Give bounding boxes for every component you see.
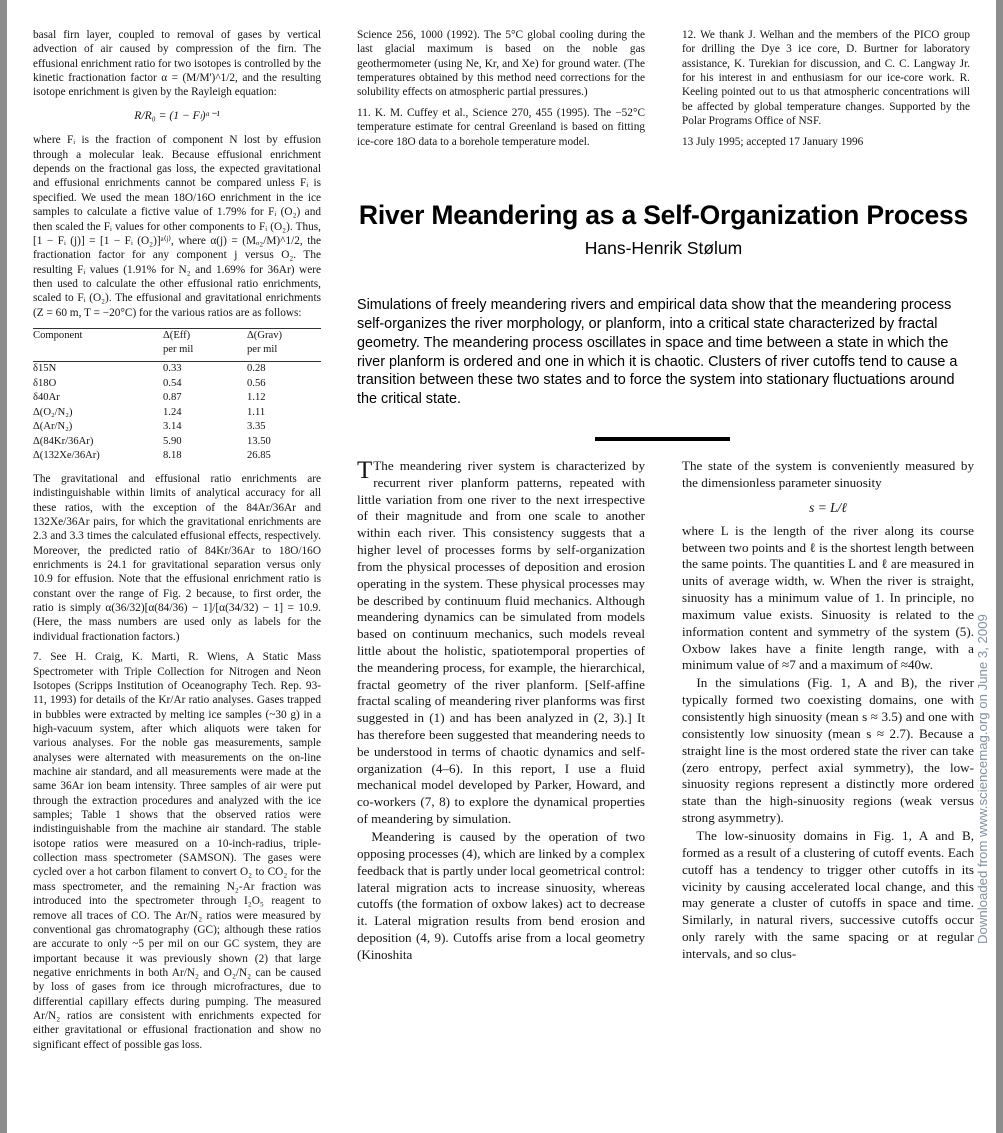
cell-component: Δ(84Kr/36Ar) (33, 435, 94, 447)
header-eff: Δ(Eff) (153, 328, 237, 342)
download-watermark: Downloaded from www.sciencemag.org on June 3, 2009 (975, 614, 990, 944)
table-row (33, 391, 321, 405)
cell-eff: 1.24 (163, 406, 182, 418)
cell-eff: 0.33 (163, 363, 182, 375)
cell-eff: 5.90 (163, 435, 182, 447)
column-body-right (682, 458, 974, 964)
rayleigh-equation: R/R₀ = (1 − Fₗ)ᵅ⁻¹ (134, 108, 220, 122)
page-edge-right (996, 0, 1003, 1133)
abstract-divider (595, 437, 730, 441)
table-header-row (33, 328, 321, 342)
dateline: 13 July 1995; accepted 17 January 1996 (682, 135, 864, 148)
cell-grav: 0.56 (247, 377, 266, 389)
paragraph-effusion: where Fᵢ is the fraction of component N lost by effusion through a molecular leak. Because effusional enrichment depends on the fractional gas loss, the expected gravitational and effusional enrichments cannot be compared unless Fᵢ is specified. We used the mean 18O/16O enrichment in the ice samples to calculate a fictive value of 1.79% for Fᵢ (O₂) and then scaled the Fᵢ values for other components to Fᵢ (O₂). Thus, [1 − Fᵢ (j)] = [1 − Fᵢ (O₂)]ᵃ⁽ʲ⁾, where α(j) = (Mₒ₂/M)^1/2, the fractionation factor for any component j versus O₂. The resulting Fᵢ values (1.91% for N₂ and 1.69% for 36Ar) were then used to calculate the other effusional ratio enrichments, scaled to Fᵢ (O₂). The effusional and gravitational enrichments (Z = 60 m, T = −20°C) for the various ratios are as follows: (33, 134, 321, 319)
table-row (33, 434, 321, 448)
header-grav: Δ(Grav) (237, 328, 321, 342)
cell-eff: 3.14 (163, 421, 182, 433)
table-row (33, 361, 321, 376)
body-paragraph-sinuosity: where L is the length of the river along its course between two points and ℓ is the shortest length between the same points. The quantities L and ℓ are measured in units of average width, w. When the river is straight, sinuosity has a minimum value of 1. In principle, no maximum value exists. Sinuosity is related to the information content and symmetry of the system (5). Oxbow lakes have a finite length range, with a minimum value of ≈7 and a maximum of ≈40w. (682, 522, 974, 673)
cell-eff: 8.18 (163, 450, 182, 462)
body-paragraph-1 (357, 458, 645, 828)
cell-component: δ40Ar (33, 392, 60, 404)
units-eff: per mil (163, 344, 194, 356)
column-body-left (357, 458, 645, 965)
cell-component: Δ(Ar/N₂) (33, 421, 73, 433)
table-row (33, 405, 321, 419)
cell-component: Δ(O₂/N₂) (33, 406, 73, 418)
table-row (33, 449, 321, 463)
column-top-left (33, 28, 321, 1058)
article-author: Hans-Henrik Stølum (584, 238, 743, 258)
cell-component: δ18O (33, 377, 57, 389)
cell-grav: 0.28 (247, 363, 266, 375)
table-row (33, 420, 321, 434)
component-enrichment-table (33, 328, 321, 463)
sinuosity-equation: s = L/ℓ (809, 499, 847, 515)
reference-12-acknowledgments: 12. We thank J. Welhan and the members of the PICO group for drilling the Dye 3 ice core, D. Burtner for laboratory assistance, K. Turekian for discussion, and C. C. Langway Jr. for his interest in and enthusiasm for our ice-core work. R. Keeling pointed out to us that atmospheric concentrations will be affected by global temperature changes. Supported by the Polar Programs Office of NSF. (682, 29, 970, 128)
body-paragraph-state: The state of the system is conveniently measured by the dimensionless parameter sinuosity (682, 458, 974, 490)
cell-grav: 26.85 (247, 450, 271, 462)
reference-10-tail: Science 256, 1000 (1992). The 5°C global cooling during the last glacial maximum is based on the noble gas geothermometer (using Ne, Kr, and Xe) for ground water. (The temperatures obtained by this method need corrections for the solubility effects on atmospheric partial pressures.) (357, 29, 645, 99)
cell-grav: 1.12 (247, 392, 266, 404)
cell-grav: 1.11 (247, 406, 266, 418)
column-top-right (682, 28, 970, 155)
units-grav: per mil (247, 344, 278, 356)
page-edge-left (0, 0, 7, 1133)
drop-cap-T: T (357, 457, 373, 484)
cell-eff: 0.87 (163, 392, 182, 404)
column-top-middle (357, 28, 645, 155)
body-paragraph-1-text: The meandering river system is characterized by recurrent river planform patterns, repeated with little variation from one river to the next irrespective of their magnitude and from one scale to another within each river. This consistency suggests that a higher level of processes forms by self-organization from the physical processes of deposition and erosion operating in the system. These physical processes may be described by continuum fluid mechanics. Although meandering dynamics can be simulated from models based on continuum mechanics, such models reveal little about the holistic, spatiotemporal properties of the meandering process, for example, the hierarchical, fractal geometry of the river planform. [Self-affine fractal scaling of meandering river planforms was first suggested in (1) and has been analyzed in (2, 3).] It has therefore been suggested that meandering needs to be understood in terms of chaotic dynamics and self-organization (4–6). In this report, I use a fluid mechanical model developed by Parker, Howard, and co-workers (7, 8) to explore the dynamical properties of meandering by simulation. (357, 458, 645, 827)
table-units-row (33, 343, 321, 361)
reference-11: 11. K. M. Cuffey et al., Science 270, 455 (1995). The −52°C temperature estimate for central Greenland is based on fitting ice-core 18O data to a borehole temperature model. (357, 106, 645, 148)
cell-eff: 0.54 (163, 377, 182, 389)
cell-component: Δ(132Xe/36Ar) (33, 450, 100, 462)
article-abstract: Simulations of freely meandering rivers and empirical data show that the meandering process self-organizes the river morphology, or planform, into a critical state characterized by fractal geometry. The meandering process oscillates in space and time between a state in which the river planform is ordered and one in which it is chaotic. Clusters of river cutoffs tend to cause a transition between these two states and to force the system into stationary fluctuations around the critical state. (357, 297, 958, 408)
paragraph-gravitational: The gravitational and effusional ratio enrichments are indistinguishable within limits of analytical accuracy for all these ratios, with the exception of the 84Ar/36Ar and 132Xe/36Ar pairs, for which the gravitational enrichments are 2.3 and 3.3 times the calculated effusional effects, respectively. Moreover, the predicted ratio of 84Kr/36Ar to 18O/16O enrichments is 24.1 for gravitational separation versus only 10.9 for effusion. Note that the effusional enrichment ratio is constant over the range of Fig. 2 because, to first order, the ratio is simply α(36/32)[α(84/36) − 1]/[α(34/32) − 1] = 10.9. (Here, the mass numbers are used only as labels for the individual fractionation factors.) (33, 472, 321, 643)
page-title: River Meandering as a Self-Organization Process (358, 200, 969, 230)
reference-7: 7. See H. Craig, K. Marti, R. Wiens, A Static Mass Spectrometer with Triple Collection for Nitrogen and Neon Isotopes (Scripps Institution of Oceanography Tech. Rep. 93-11, 1993) for details of the Kr/Ar ratio analyses. Gases trapped in bubbles were extracted by melting ice samples (~30 g) in a high-vacuum system, after which aliquots were taken for various analyses. For the noble gas measurements, sample analyses were alternated with measurements on the on-line machine air standard, and all measurements were made at the same 36Ar ion beam intensity. Three samples of air were put through the extraction procedures and analyzed with the ice samples; Table 1 shows that the observed ratios were indistinguishable from the machine air standard. The stable isotope ratios were measured on a 10-inch-radius, triple-collection mass spectrometer (SAMSON). The gases were cycled over a hot carbon filament to convert O₂ to CO₂ for the mass spectrometer, and the remaining N₂-Ar fraction was introduced into the spectrometer through I₂O₅ reagent to remove all traces of CO. The Ar/N₂ ratios were measured by conventional gas chromatography (GC); although these ratios are accurate to only ~5 per mil on our GC system, they are important because it was previously shown (2) that large negative enrichments in both Ar/N₂ and O₂/N₂ can be caused by loss of gases from ice through microfractures, due to differential capillary effects during pumping. The measured Ar/N₂ ratios are consistent with enrichments expected for either gravitational or effusional fractionation and show no significant effect of possible gas loss. (33, 651, 321, 1051)
cell-grav: 3.35 (247, 421, 266, 433)
paragraph-basal-firn: basal firn layer, coupled to removal of gases by vertical advection of air caused by compression of the firn. The effusional enrichment ratio for two isotopes is controlled by the kinetic fractionation factor α = (M/M')^1/2, and the resulting isotope enrichment is given by the Rayleigh equation: (33, 29, 321, 99)
header-component: Component (33, 328, 153, 342)
body-paragraph-domains: The low-sinuosity domains in Fig. 1, A and B, formed as a result of a clustering of cutoff events. Each cutoff has a tendency to trigger other cutoffs in its vicinity by causing accelerated local change, and this may generate a cluster of cutoffs in space and time. Similarly, in natural rivers, successive cutoffs occur only rarely with the same spacing or at regular intervals, and so clus- (682, 828, 974, 961)
body-paragraph-2: Meandering is caused by the operation of two opposing processes (4), which are linked by a complex feedback that is partly under local geometrical control: lateral migration acts to increase sinuosity, whereas cutoffs (the formation of oxbow lakes) act to decrease it. Lateral migration results from bend erosion and deposition (4, 9). Cutoffs arise from a local geometry (Kinoshita (357, 829, 645, 962)
body-paragraph-simulations: In the simulations (Fig. 1, A and B), the river typically formed two coexisting domains, one with consistently high sinuosity (mean s ≈ 3.5) and one with consistently low sinuosity (mean s ≈ 2.7). Because a straight line is the most ordered state the river can take (zero entropy, perfect axial symmetry), the low-sinuosity regions represent a distinctly more ordered state than the high-sinuosity regions (weak versus strong asymmetry). (682, 675, 974, 825)
cell-grav: 13.50 (247, 435, 271, 447)
cell-component: δ15N (33, 363, 57, 375)
table-row (33, 376, 321, 390)
units-blank (33, 343, 153, 361)
